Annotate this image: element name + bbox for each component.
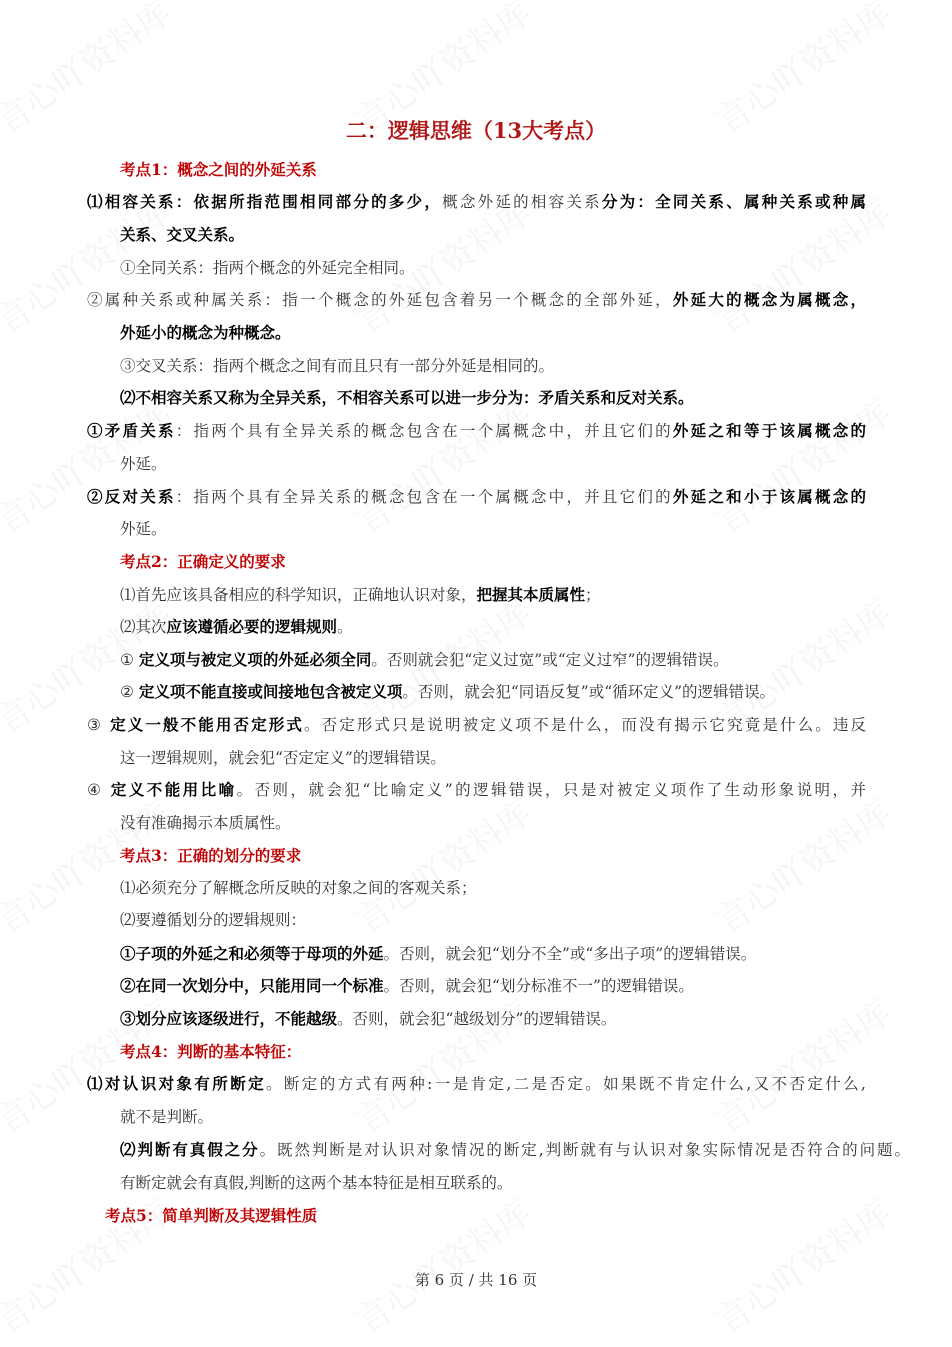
- text: ④: [87, 781, 111, 799]
- bold-text: ⑵不相容关系又称为全异关系，不相容关系可以进一步分为：矛盾关系和反对关系。: [120, 388, 694, 407]
- text: 概念外延的相容关系: [442, 193, 602, 211]
- bold-text: ⑴对认识对象有所断定: [87, 1074, 266, 1093]
- text: 。否则就会犯“定义过宽”或“定义过窄”的逻辑错误。: [371, 651, 729, 669]
- paragraph-line: [120, 1172, 512, 1194]
- paragraph-line: [120, 518, 167, 540]
- watermark: [704, 1186, 899, 1343]
- paragraph-line: [120, 453, 167, 475]
- watermark: [344, 386, 539, 543]
- paragraph-line: [120, 1106, 213, 1128]
- bold-text: 外延之和等于该属概念的: [672, 421, 866, 440]
- paragraph-line: [120, 1008, 616, 1030]
- bold-text: ⑵判断有真假之分: [120, 1140, 260, 1159]
- text: ③交叉关系：指两个概念之间有而且只有一部分外延是相同的。: [120, 357, 555, 375]
- text: ⑵其次: [120, 618, 167, 636]
- section-heading: [120, 845, 301, 867]
- watermark: [344, 786, 539, 943]
- text: ①: [120, 651, 139, 669]
- text: 。既然判断是对认识对象情况的断定,判断就有与认识对象实际情况是否符合的问题。: [259, 1141, 910, 1159]
- bold-text: 外延之和小于该属概念的: [672, 487, 866, 506]
- bold-text: 关系、交叉关系。: [120, 225, 245, 244]
- heading-text: 考点3：正确的划分的要求: [120, 846, 302, 865]
- paragraph-line: [87, 486, 866, 508]
- text: ⑴首先应该具备相应的科学知识，正确地认识对象，: [120, 586, 477, 604]
- text: ①全同关系：指两个概念的外延完全相同。: [120, 259, 415, 277]
- paragraph-line: [120, 1139, 910, 1161]
- bold-text: ⑴相容关系：依据所指范围相同部分的多少，: [87, 192, 443, 211]
- text: 。否则，就会犯“划分不全”或“多出子项”的逻辑错误。: [383, 945, 757, 963]
- watermark: [704, 386, 899, 543]
- paragraph-line: [87, 420, 866, 442]
- section-heading: [120, 1041, 301, 1063]
- bold-text: 定义项不能直接或间接地包含被定义项: [138, 682, 403, 701]
- section-heading: [105, 1205, 317, 1227]
- paragraph-line: [120, 909, 306, 931]
- bold-text: 分为：全同关系、属种关系或种属: [601, 192, 866, 211]
- paragraph-line: [120, 616, 353, 638]
- paragraph-line: [120, 649, 729, 671]
- bold-text: ③划分应该逐级进行，不能越级: [120, 1009, 338, 1028]
- bold-text: 外延小的概念为种概念。: [120, 323, 291, 342]
- text: 。否定形式只是说明被定义项不是什么，而没有揭示它究竟是什么。违反: [304, 716, 866, 734]
- paragraph-line: [120, 812, 291, 834]
- text: ③: [87, 716, 111, 734]
- bold-text: 把握其本质属性: [476, 585, 586, 604]
- bold-text: ①矛盾关系: [87, 421, 176, 440]
- paragraph-line: [120, 877, 477, 899]
- bold-text: 外延大的概念为属概念，: [672, 290, 866, 309]
- watermark: [704, 986, 899, 1143]
- text: 有断定就会有真假,判断的这两个基本特征是相互联系的。: [120, 1174, 513, 1192]
- text: 。否则，就会犯“划分标准不一”的逻辑错误。: [383, 977, 694, 995]
- text: 。否则，就会犯“越级划分”的逻辑错误。: [337, 1010, 617, 1028]
- text: 。: [337, 618, 353, 636]
- heading-text: 考点5：简单判断及其逻辑性质: [105, 1206, 318, 1225]
- watermark: [344, 1186, 539, 1343]
- paragraph-line: [120, 257, 415, 279]
- text: 。否则，就会犯“同语反复”或“循环定义”的逻辑错误。: [402, 683, 776, 701]
- text: ⑴必须充分了解概念所反映的对象之间的客观关系；: [120, 879, 477, 897]
- paragraph-line: [120, 355, 554, 377]
- heading-text: 考点2：正确定义的要求: [120, 552, 286, 571]
- text: 外延。: [120, 520, 167, 538]
- bold-text: ②反对关系: [87, 487, 176, 506]
- paragraph-line: [87, 779, 866, 801]
- watermark: [704, 786, 899, 943]
- paragraph-line: [120, 975, 694, 997]
- paragraph-line: [120, 322, 291, 344]
- paragraph-line: [120, 584, 601, 606]
- bold-text: ①子项的外延之和必须等于母项的外延: [120, 944, 384, 963]
- text: 。断定的方式有两种:一是肯定,二是否定。如果既不肯定什么,又不否定什么,: [266, 1075, 866, 1093]
- paragraph-line: [120, 747, 446, 769]
- bold-text: 定义项与被定义项的外延必须全同: [138, 650, 372, 669]
- bold-text: 应该遵循必要的逻辑规则: [166, 617, 338, 636]
- paragraph-line: [87, 191, 866, 213]
- heading-text: 考点4：判断的基本特征：: [120, 1042, 302, 1061]
- paragraph-line: [120, 224, 244, 246]
- paragraph-line: [120, 943, 756, 965]
- text: ⑵要遵循划分的逻辑规则：: [120, 911, 307, 929]
- page-title: 二：逻辑思维（13大考点）: [345, 118, 607, 143]
- text: 外延。: [120, 455, 167, 473]
- paragraph-line: [87, 1073, 866, 1095]
- bold-text: ②在同一次划分中，只能用同一个标准: [120, 976, 384, 995]
- text: ②: [120, 683, 139, 701]
- paragraph-line: [87, 714, 866, 736]
- paragraph-line: [120, 681, 775, 703]
- bold-text: 定义一般不能用否定形式: [110, 715, 305, 734]
- section-heading: [120, 159, 317, 181]
- text: 。否则，就会犯“比喻定义”的逻辑错误，只是对被定义项作了生动形象说明，并: [236, 781, 866, 799]
- paragraph-line: [87, 289, 866, 311]
- text: ；: [585, 586, 601, 604]
- text: ②属种关系或种属关系：指一个概念的外延包含着另一个概念的全部外延，: [87, 291, 673, 309]
- page-footer: 第 6 页 / 共 16 页: [414, 1271, 538, 1289]
- text: 没有准确揭示本质属性。: [120, 814, 291, 832]
- text: ：指两个具有全异关系的概念包含在一个属概念中，并且它们的: [175, 488, 673, 506]
- section-heading: [120, 551, 286, 573]
- text: 这一逻辑规则，就会犯“否定定义”的逻辑错误。: [120, 749, 446, 767]
- text: 就不是判断。: [120, 1108, 214, 1126]
- paragraph-line: [120, 387, 694, 409]
- heading-text: 考点1：概念之间的外延关系: [120, 160, 317, 179]
- text: ：指两个具有全异关系的概念包含在一个属概念中，并且它们的: [175, 422, 673, 440]
- bold-text: 定义不能用比喻: [110, 780, 237, 799]
